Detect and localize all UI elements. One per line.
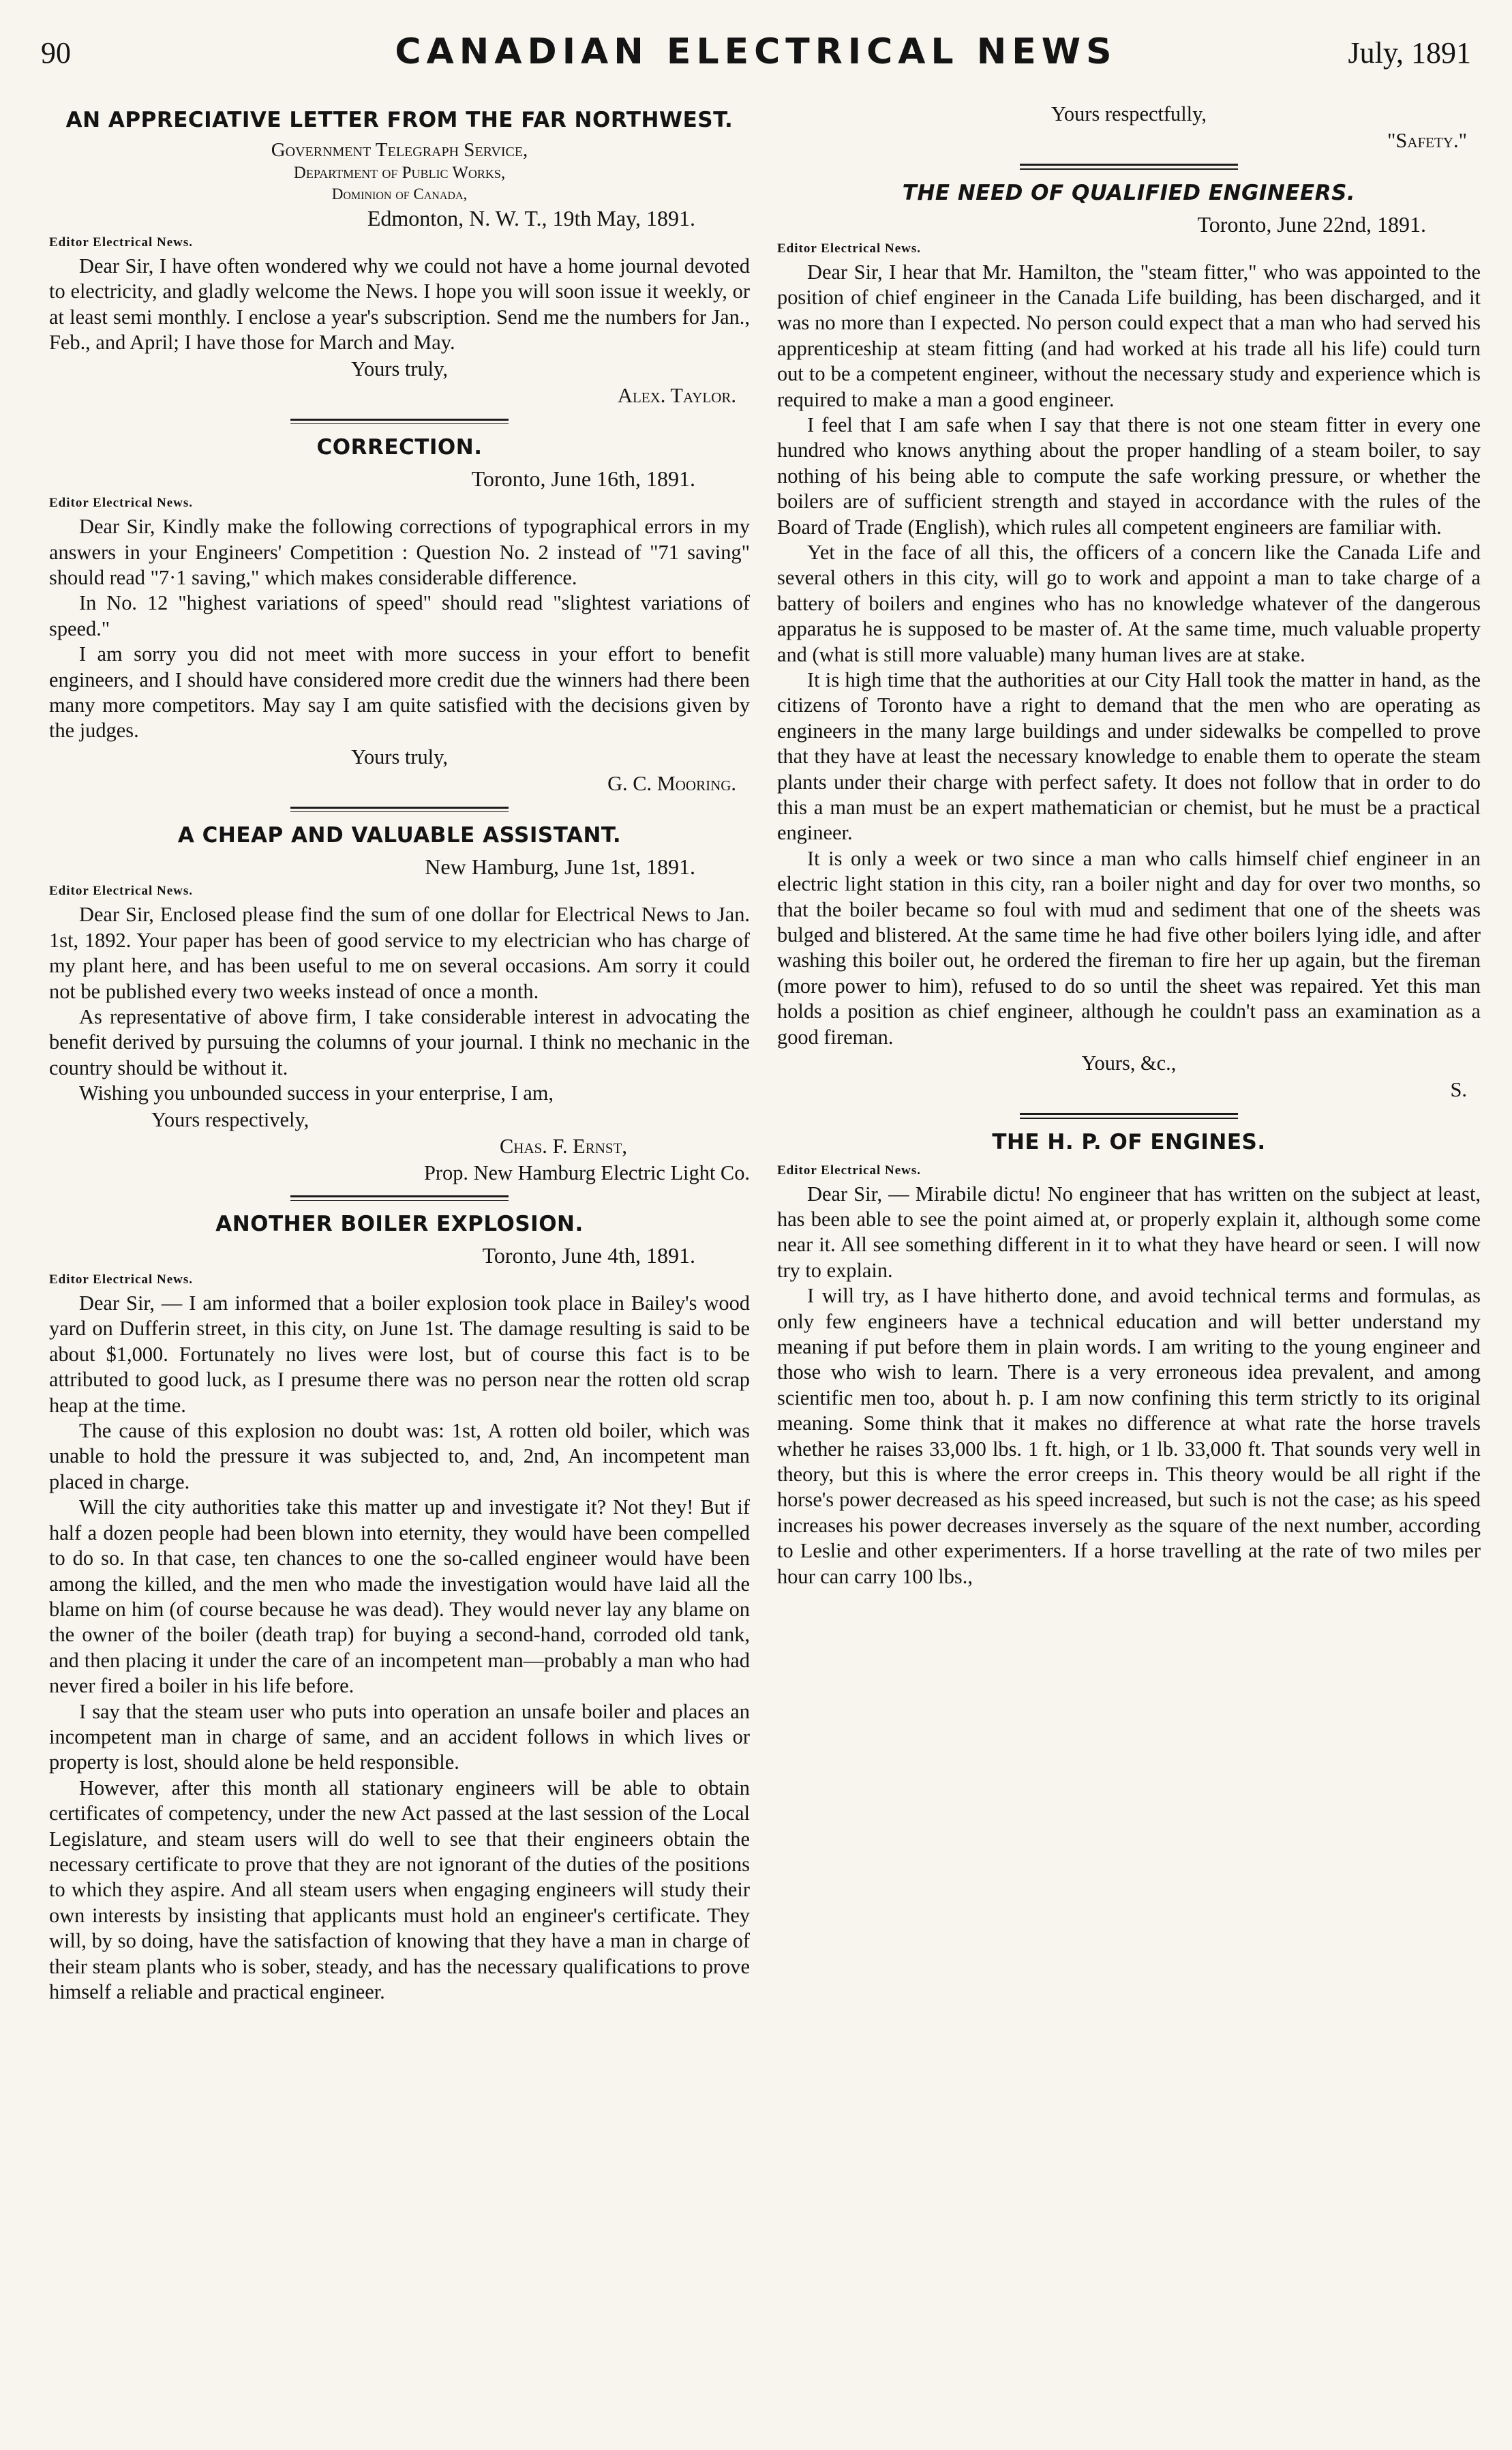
letter-appreciative (49, 108, 750, 424)
paragraph: Dear Sir, I have often wondered why we could not have a home journal devoted to electricity, and gladly welcome the News. I hope you will soon issue it weekly, or at least semi monthly. I enclose a year's subscription. Send me the numbers for Jan., Feb., and April; I have those for March and May. (49, 254, 750, 355)
headline: CORRECTION. (316, 435, 483, 460)
letter-cheap-assistant (49, 823, 750, 1201)
signature: "Safety." (1387, 129, 1467, 152)
letter-correction (49, 435, 750, 812)
signature: Alex. Taylor. (618, 383, 736, 407)
editor-line: Editor Electrical News. (49, 496, 194, 511)
headline: THE H. P. OF ENGINES. (992, 1129, 1266, 1154)
editor-line: Editor Electrical News. (49, 1272, 194, 1287)
dateline: Toronto, June 16th, 1891. (471, 466, 695, 492)
running-head (0, 0, 1512, 82)
letter-qualified-engineers (777, 181, 1481, 1119)
section-rule (290, 807, 509, 813)
issue-date: July, 1891 (1348, 36, 1471, 70)
paragraph: Dear Sir, Kindly make the following corrections of typographical errors in my answers in your Engineers' Competition : Question No. 2 instead of "71 saving" should read "7·1 saving," which makes considerable difference. (49, 515, 750, 589)
sender-country: Dominion of Canada, (331, 185, 468, 203)
headline: A CHEAP AND VALUABLE ASSISTANT. (177, 823, 622, 848)
page-number: 90 (41, 36, 71, 70)
closing: Yours, &c., (1081, 1051, 1177, 1075)
paragraph: Dear Sir, — Mirabile dictu! No engineer that has written on the subject at least, has been able to see the point aimed at, or properly explain it, although some come near it. All see something different in it to what they have heard or seen. I will now try to explain. (777, 1182, 1481, 1282)
editor-line: Editor Electrical News. (777, 241, 922, 256)
sender-dept: Department of Public Works, (293, 164, 506, 182)
paragraph: As representative of above firm, I take considerable interest in advocating the benefit derived by pursuing the columns of your journal. I think no mechanic in the country should be without it. (49, 1004, 750, 1079)
section-rule (1020, 164, 1238, 170)
closing: Yours truly, (351, 357, 448, 380)
letter-boiler-explosion (49, 1212, 750, 2005)
paragraph: Will the city authorities take this matter up and investigate it? Not they! But if half a dozen people had been blown into eternity, they would have been compelled to do so. In that case, ten chances to one the so-called engineer would have been among the killed, and the men who made the investigation would have laid all the blame on him (of course because he was dead). They would never lay any blame on the owner of the boiler (death trap) for buying a second-hand, corroded old tank, and then placing it under the care of an incompetent man—probably a man who had never fired a boiler in his life before. (49, 1495, 750, 1698)
dateline: Toronto, June 4th, 1891. (482, 1243, 695, 1268)
left-column (49, 101, 750, 2433)
dateline: Edmonton, N. W. T., 19th May, 1891. (367, 206, 695, 230)
paragraph: In No. 12 "highest variations of speed" should read "slightest variations of speed." (49, 591, 750, 640)
signature-title: Prop. New Hamburg Electric Light Co. (424, 1161, 750, 1184)
paragraph: However, after this month all stationary engineers will be able to obtain certificates of competency, under the new Act passed at the last session of the Local Legislature, and steam users will do well to see that their engineers obtain the necessary certificate to prove that they are not ignorant of the duties of the positions to which they aspire. And all steam users when engaging engineers will study their own interests by insisting that applicants must hold an engineer's certificate. They will, by so doing, have the satisfaction of knowing that they have a man in charge of their steam plants who is sober, steady, and has the necessary qualifications to prove himself a reliable and practical engineer. (49, 1776, 750, 2003)
closing: Yours truly, (351, 745, 448, 768)
dateline: New Hamburg, June 1st, 1891. (425, 854, 695, 880)
letter-boiler-explosion-continued (777, 101, 1481, 170)
right-column (777, 101, 1481, 2433)
paragraph: It is only a week or two since a man who calls himself chief engineer in an electric light station in this city, ran a boiler night and day for over two months, so that the boiler became so foul with mud and sediment that one of the sheets was bulged and blistered. At the same time he had five other boilers lying idle, and after washing this boiler out, he ordered the fireman to fire her up again, but the fireman (more power to him), refused to do so until the sheet was repaired. Yet this man holds a position as chief engineer, although he couldn't pass an examination as a good fireman. (777, 846, 1481, 1049)
paragraph: Wishing you unbounded success in your enterprise, I am, (79, 1081, 554, 1105)
headline: ANOTHER BOILER EXPLOSION. (215, 1212, 584, 1237)
paragraph: The cause of this explosion no doubt was: 1st, A rotten old boiler, which was unable to hold the pressure it was subjected to, and, 2nd, An incompetent man placed in charge. (49, 1419, 750, 1493)
sender-office: Government Telegraph Service, (271, 139, 528, 161)
paragraph: Dear Sir, — I am informed that a boiler explosion took place in Bailey's wood yard on Dufferin street, in this city, on June 1st. The damage resulting is said to be about $1,000. Fortunately no lives were lost, but of course this fact is to be attributed to good luck, as I presume there was no person near the rotten old scrap heap at the time. (49, 1291, 750, 1417)
dateline: Toronto, June 22nd, 1891. (1197, 211, 1426, 237)
letter-hp-of-engines (777, 1130, 1481, 1590)
editor-line: Editor Electrical News. (49, 884, 194, 899)
closing: Yours respectfully, (1051, 102, 1207, 125)
paragraph: I say that the steam user who puts into operation an unsafe boiler and places an incompetent man in charge of same, and an accident follows in which lives or property is lost, should alone be held responsible. (49, 1699, 750, 1774)
signature: S. (1450, 1078, 1467, 1102)
editor-line: Editor Electrical News. (777, 1163, 922, 1178)
closing: Yours respectively, (151, 1107, 309, 1131)
signature: Chas. F. Ernst, (500, 1134, 627, 1158)
paragraph: It is high time that the authorities at our City Hall took the matter in hand, as the citizens of Toronto have a right to demand that the men who are operating as engineers in the many large buildings and under sidewalks be compelled to prove that they have at least the necessary knowledge to enable them to operate the steam plants under their charge with perfect safety. It does not follow that in order to do this a man must be an expert mathematician or chemist, but he must be a practical engineer. (777, 668, 1481, 845)
section-rule (290, 1195, 509, 1201)
headline: THE NEED OF QUALIFIED ENGINEERS. (902, 180, 1356, 205)
paragraph: I will try, as I have hitherto done, and avoid technical terms and formulas, as only few engineers have a technical education and will better understand my meaning if put before them in plain words. I am writing to the young engineer and those who wish to learn. There is a very erroneous idea prevalent, and among scientific men too, about h. p. I am now confining this term strictly to its original meaning. Some think that it makes no difference at what rate the horse travels whether he raises 33,000 lbs. 1 ft. high, or 1 lb. 33,000 ft. That sounds very well in theory, but this is where the error creeps in. This theory would be all right if the horse's power decreased as his speed increased, but such is not the case; as his speed increases his power decreases inversely as the square of the next number, according to Leslie and other experimenters. If a horse travelling at the rate of two miles per hour can carry 100 lbs., (777, 1284, 1481, 1588)
signature: G. C. Mooring. (607, 771, 736, 795)
journal-title: CANADIAN ELECTRICAL NEWS (395, 31, 1117, 72)
paragraph: I feel that I am safe when I say that there is not one steam fitter in every one hundred who knows anything about the proper handling of a steam boiler, to say nothing of his being able to compute the safe working pressure, or whether the boilers are of sufficient strength and stayed in accordance with the rules of the Board of Trade (English), which rules all competent engineers are familiar with. (777, 413, 1481, 539)
paragraph: Yet in the face of all this, the officers of a concern like the Canada Life and several others in this city, will go to work and appoint a man to take charge of a battery of boilers and engines who has no knowledge whatever of the dangerous apparatus he is supposed to be master of. At the same time, much valuable property and (what is still more valuable) many human lives are at stake. (777, 540, 1481, 666)
paragraph: I am sorry you did not meet with more success in your effort to benefit engineers, and I should have considered more credit due the winners had there been many more competitors. May say I am quite satisfied with the decisions given by the judges. (49, 642, 750, 743)
editor-line: Editor Electrical News. (49, 235, 194, 250)
section-rule (290, 419, 509, 425)
paragraph: Dear Sir, I hear that Mr. Hamilton, the "steam fitter," who was appointed to the position of chief engineer in the Canada Life building, has been discharged, and it was no more than I expected. No person could expect that a man who had served his apprenticeship at steam fitting (and had worked at his trade all his life) could turn out to be a competent engineer, without the necessary study and experience which is required to make a man a good engineer. (777, 260, 1481, 411)
section-rule (1020, 1113, 1238, 1119)
paragraph: Dear Sir, Enclosed please find the sum of one dollar for Electrical News to Jan. 1st, 1892. Your paper has been of good service to my electrician who has charge of my plant here, and has been useful to me on several occasions. Am sorry it could not be published every two weeks instead of once a month. (49, 903, 750, 1003)
headline: AN APPRECIATIVE LETTER FROM THE FAR NORTHWEST. (65, 108, 734, 132)
